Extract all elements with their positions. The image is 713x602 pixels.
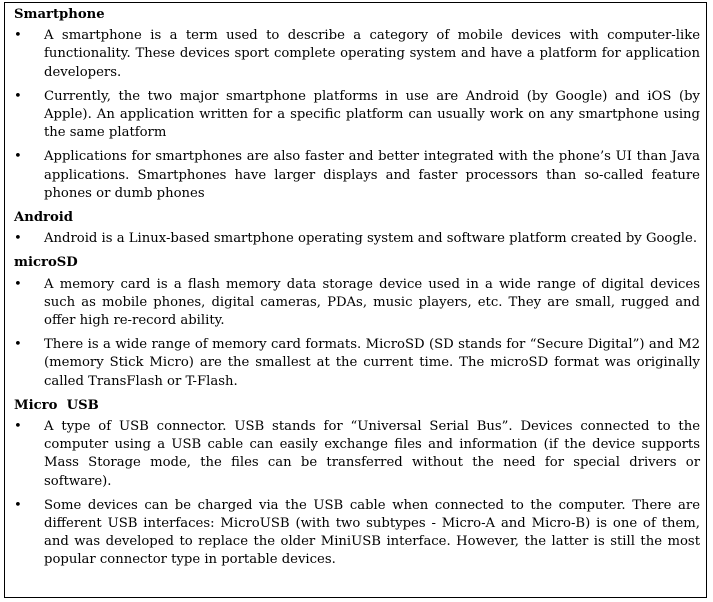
section-heading: Android: [14, 210, 74, 226]
bullet-list: [14, 276, 700, 391]
section-micro-usb: [14, 397, 700, 570]
bullet-icon: •: [14, 149, 22, 165]
bullet-list: [14, 27, 700, 203]
bullet-icon: •: [14, 419, 22, 435]
list-item-text: Some devices can be charged via the USB cable when connected to the computer. There are different USB interfaces: MicroUSB (with two subtypes - Micro-A and Micro-B) is one of them, and was developed to replace the older MiniUSB interface. However, the latter is still the most popular connector type in portable devices.: [44, 497, 700, 568]
list-item: [14, 88, 700, 143]
list-item: [14, 230, 700, 248]
glossary-box: [4, 2, 707, 598]
list-item: [14, 148, 700, 203]
bullet-icon: •: [14, 231, 22, 247]
list-item-text: Android is a Linux-based smartphone operating system and software platform created by Google.: [44, 231, 698, 247]
list-item-text: A memory card is a flash memory data storage device used in a wide range of digital devices such as mobile phones, digital cameras, PDAs, music players, etc. They are small, rugged and offer high re-record ability.: [44, 276, 700, 329]
list-item: [14, 418, 700, 491]
bullet-icon: •: [14, 276, 22, 292]
bullet-list: [14, 418, 700, 570]
list-item-text: Applications for smartphones are also faster and better integrated with the phone’s UI than Java applications. Smartphones have larger displays and faster processors than so-called feature phones or dumb phones: [44, 149, 700, 201]
list-item-text: A smartphone is a term used to describe a category of mobile devices with computer-like functionality. These devices sport complete operating system and have a platform for application developers.: [44, 28, 700, 80]
section-heading: Smartphone: [14, 7, 105, 22]
list-item: [14, 497, 700, 570]
section-android: [14, 209, 700, 248]
bullet-icon: •: [14, 88, 22, 104]
list-item: [14, 276, 700, 331]
bullet-icon: •: [14, 497, 22, 513]
list-item-text: Currently, the two major smartphone platforms in use are Android (by Google) and iOS (by Apple). An application written for a specific platform can usually work on any smartphone using the same platform: [44, 88, 700, 141]
section-heading: microSD: [14, 255, 78, 271]
list-item-text: A type of USB connector. USB stands for “Universal Serial Bus”. Devices connected to the computer using a USB cable can easily exchange files and information (if the device supports Mass Storage mode, the files can be transferred without the need for special drivers or software).: [44, 419, 700, 489]
bullet-list: [14, 230, 700, 248]
list-item-text: There is a wide range of memory card formats. MicroSD (SD stands for “Secure Digital”) and M2 (memory Stick Micro) are the smallest at the current time. The microSD format was originally called TransFlash or T-Flash.: [44, 337, 700, 389]
section-microsd: [14, 254, 700, 390]
section-smartphone: [14, 6, 700, 203]
section-heading: Micro USB: [14, 397, 99, 413]
list-item: [14, 27, 700, 82]
bullet-icon: •: [14, 337, 22, 353]
list-item: [14, 336, 700, 391]
bullet-icon: •: [14, 28, 22, 44]
